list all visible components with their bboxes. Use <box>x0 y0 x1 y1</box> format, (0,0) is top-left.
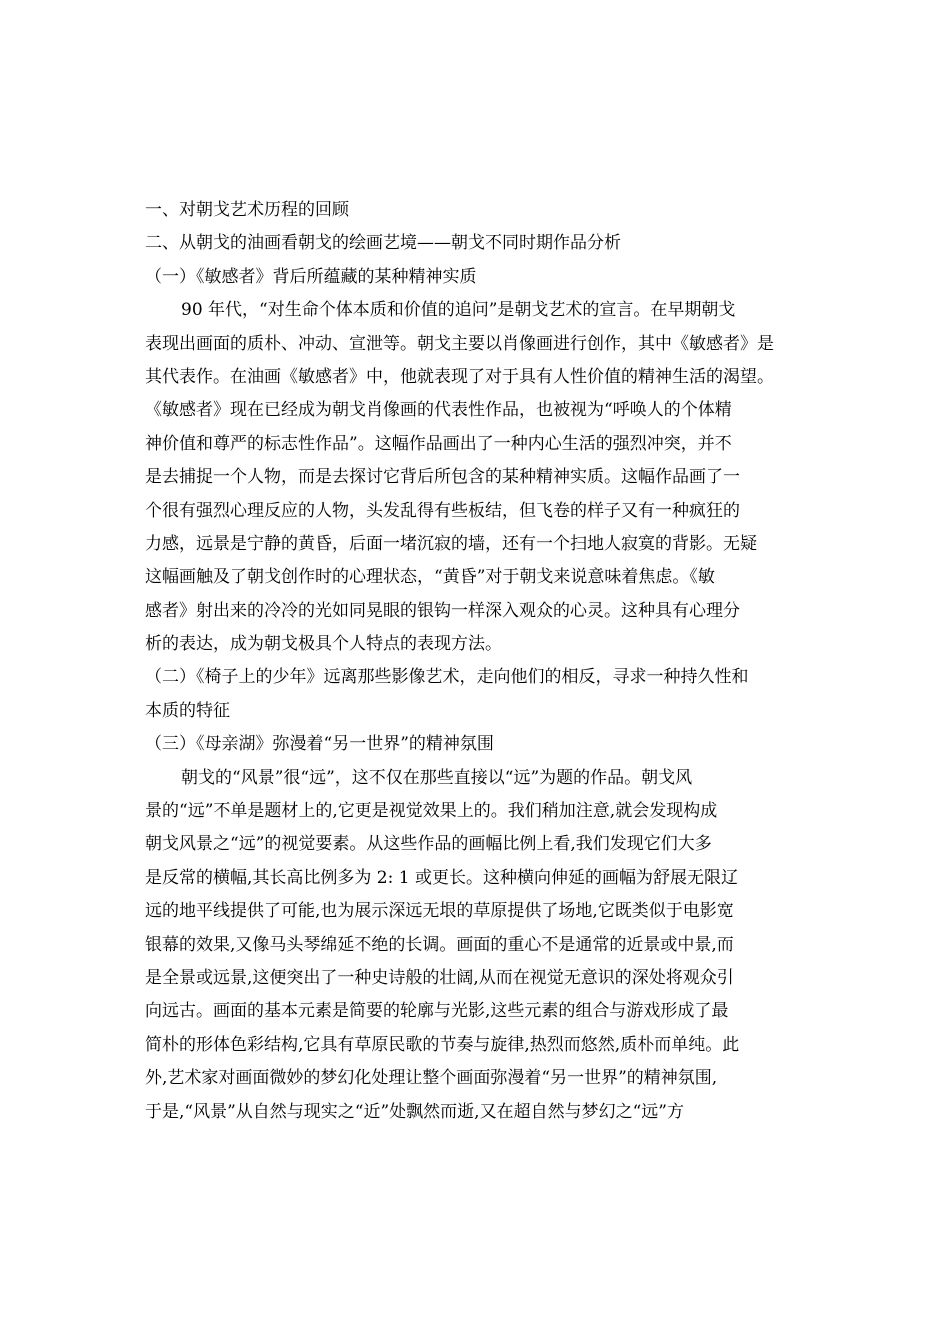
paragraph-2 <box>145 762 808 1129</box>
paragraph-2-line: 景的“远”不单是题材上的,它更是视觉效果上的。我们稍加注意,就会发现构成 <box>145 801 718 822</box>
paragraph-2-line: 是全景或远景,这便突出了一种史诗般的壮阔,从而在视觉无意识的深处将观众引 <box>145 967 734 988</box>
paragraph-1-line: 其代表作。在油画《敏感者》中，他就表现了对于具有人性价值的精神生活的渴望。 <box>145 366 774 387</box>
paragraph-2-line: 外,艺术家对画面微妙的梦幻化处理让整个画面弥漫着“另一世界”的精神氛围, <box>145 1068 718 1089</box>
document-page <box>145 194 808 1129</box>
subheading-2-line-1: （二）《椅子上的少年》远离那些影像艺术，走向他们的相反，寻求一种持久性和 <box>145 667 749 688</box>
paragraph-2-line: 朝戈风景之“远”的视觉要素。从这些作品的画幅比例上看,我们发现它们大多 <box>145 834 712 855</box>
paragraph-1-line: 这幅画触及了朝戈创作时的心理状态，“黄昏”对于朝戈来说意味着焦虑。《敏 <box>145 567 715 588</box>
paragraph-2-line: 银幕的效果,又像马头琴绵延不绝的长调。画面的重心不是通常的近景或中景,而 <box>145 934 734 955</box>
paragraph-1-line: 个很有强烈心理反应的人物，头发乱得有些板结，但飞卷的样子又有一种疯狂的 <box>145 500 740 521</box>
paragraph-1-line: 《敏感者》现在已经成为朝戈肖像画的代表性作品，也被视为“呼唤人的个体精 <box>145 400 732 421</box>
paragraph-1-line: 神价值和尊严的标志性作品”。这幅作品画出了一种内心生活的强烈冲突，并不 <box>145 433 732 454</box>
paragraph-1-line: 力感，远景是宁静的黄昏，后面一堵沉寂的墙，还有一个扫地人寂寞的背影。无疑 <box>145 533 757 554</box>
paragraph-1-line: 表现出画面的质朴、冲动、宣泄等。朝戈主要以肖像画进行创作，其中《敏感者》是 <box>145 333 774 354</box>
subheading-3: （三）《母亲湖》弥漫着“另一世界”的精神氛围 <box>145 734 494 755</box>
paragraph-1-line: 析的表达，成为朝戈极具个人特点的表现方法。 <box>145 634 502 655</box>
subheading-1: （一）《敏感者》背后所蕴藏的某种精神实质 <box>145 266 477 287</box>
paragraph-2-line: 远的地平线提供了可能,也为展示深远无垠的草原提供了场地,它既类似于电影宽 <box>145 901 734 922</box>
paragraph-2-line: 是反常的横幅,其长高比例多为 2: 1 或更长。这种横向伸延的画幅为舒展无限辽 <box>145 867 738 888</box>
paragraph-2-line: 简朴的形体色彩结构,它具有草原民歌的节奏与旋律,热烈而悠然,质朴而单纯。此 <box>145 1034 740 1055</box>
paragraph-2-line: 向远古。画面的基本元素是简要的轮廓与光影,这些元素的组合与游戏形成了最 <box>145 1001 729 1022</box>
paragraph-1-line: 是去捕捉一个人物，而是去探讨它背后所包含的某种精神实质。这幅作品画了一 <box>145 467 740 488</box>
paragraph-2-line: 于是,“风景”从自然与现实之“近”处飘然而逝,又在超自然与梦幻之“远”方 <box>145 1101 684 1122</box>
paragraph-2-line: 朝戈的“风景”很“远”，这不仅在那些直接以“远”为题的作品。朝戈风 <box>181 767 693 788</box>
paragraph-1-line: 90 年代，“对生命个体本质和价值的追问”是朝戈艺术的宣言。在早期朝戈 <box>181 300 736 321</box>
subheading-2-line-2: 本质的特征 <box>145 700 230 721</box>
paragraph-1 <box>145 294 808 661</box>
heading-1: 一、对朝戈艺术历程的回顾 <box>145 200 349 220</box>
paragraph-1-line: 感者》射出来的冷冷的光如同晃眼的银钩一样深入观众的心灵。这种具有心理分 <box>145 600 740 621</box>
heading-2: 二、从朝戈的油画看朝戈的绘画艺境——朝戈不同时期作品分析 <box>145 233 621 254</box>
